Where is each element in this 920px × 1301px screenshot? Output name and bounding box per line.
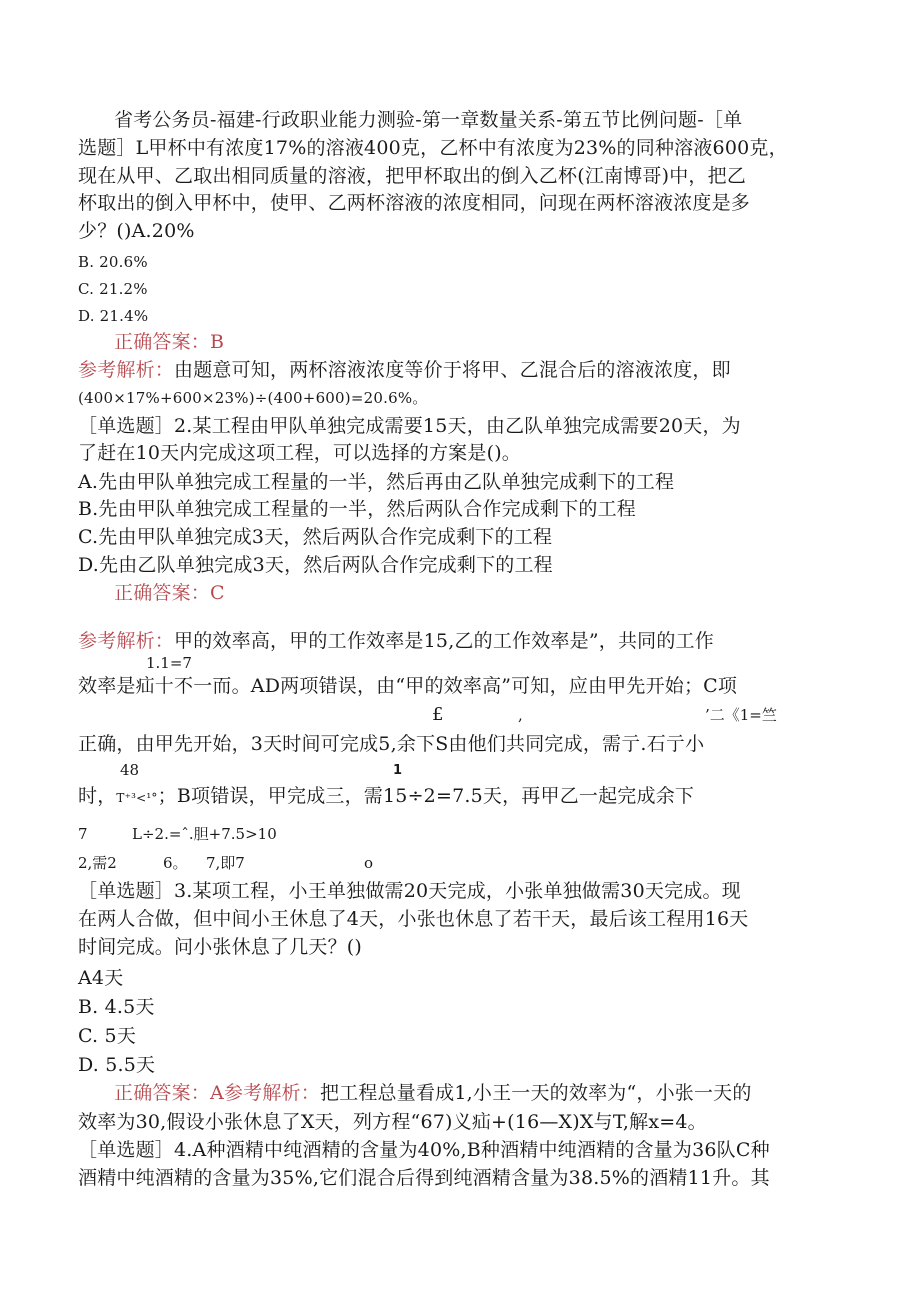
q1-line-3: 现在从甲、乙取出相同质量的溶液，把甲杯取出的倒入乙杯(江南博哥)中，把乙 [78, 165, 747, 187]
q3-option-a: A4天 [78, 967, 124, 989]
q3-analysis-text-1: 把工程总量看成1,小王一天的效率为“，小张一天的 [319, 1082, 752, 1104]
q3-option-c: C. 5天 [78, 1025, 137, 1047]
q2-fragment-fraction: ’二《1=竺 [705, 706, 777, 724]
q3-line-2: 在两人合做，但中间小王休息了4天，小张也休息了若干天，最后该工程用16天 [78, 908, 749, 930]
q2-analysis-formula: T⁺³<¹° [116, 791, 158, 805]
q1-analysis-text-1: 由题意可知，两杯溶液浓度等价于将甲、乙混合后的溶液浓度，即 [174, 359, 731, 381]
q3-correct-answer: 正确答案：A [114, 1082, 224, 1104]
q2-correct-answer: 正确答案：C [114, 582, 225, 604]
q3-option-d: D. 5.5天 [78, 1054, 156, 1076]
q1-option-b: B. 20.6% [78, 253, 148, 271]
q2-analysis-label: 参考解析： [78, 630, 175, 652]
q1-analysis-line-2: (400×17%+600×23%)÷(400+600)=20.6%。 [78, 389, 428, 407]
q2-fragment-1: 1 [393, 763, 403, 778]
q2-analysis-text-1: 甲的效率高，甲的工作效率是15,乙的工作效率是”，共同的工作 [174, 630, 714, 652]
q4-line-1: ［单选题］4.A种酒精中纯酒精的含量为40%,B种酒精中纯酒精的含量为36队C种 [78, 1139, 770, 1161]
q2-fragment-48: 48 [120, 761, 140, 779]
q2-fragment-ie-7: 7,即7 [206, 854, 245, 872]
q1-analysis-line-1 [78, 358, 731, 382]
q1-line-1: 省考公务员-福建-行政职业能力测验-第一章数量关系-第五节比例问题-［单 [114, 109, 743, 131]
q4-line-2: 酒精中纯酒精的含量为35%,它们混合后得到纯酒精含量为38.5%的酒精11升。其 [78, 1167, 770, 1189]
q2-fragment-6: 6。 [163, 854, 188, 872]
q2-line-1: ［单选题］2.某工程由甲队单独完成需要15天，由乙队单独完成需要20天，为 [78, 415, 741, 437]
q2-option-c: C.先由甲队单独完成3天，然后两队合作完成剩下的工程 [78, 526, 553, 548]
q2-option-a: A.先由甲队单独完成工程量的一半，然后再由乙队单独完成剩下的工程 [78, 471, 675, 493]
q2-analysis-line-4 [78, 784, 694, 810]
q2-analysis-line-3: 正确，由甲先开始，3天时间可完成5,余下S由他们共同完成，需亍.石亍小 [78, 733, 705, 755]
q1-line-4: 杯取出的倒入甲杯中，使甲、乙两杯溶液的浓度相同，问现在两杯溶液浓度是多 [78, 192, 751, 214]
q1-option-d: D. 21.4% [78, 307, 149, 325]
q3-analysis-label: 参考解析： [223, 1082, 320, 1104]
q3-line-3: 时间完成。问小张休息了几天？() [78, 936, 363, 958]
q2-option-d: D.先由乙队单独完成3天，然后两队合作完成剩下的工程 [78, 554, 553, 576]
q2-analysis-text-4a: 时， [78, 785, 117, 807]
q2-fragment-inequality: L÷2.=ˆ.胆+7.5>10 [132, 825, 277, 843]
q3-option-b: B. 4.5天 [78, 996, 155, 1018]
q2-analysis-line-2: 效率是疝十不一而。AD两项错误，由“甲的效率高”可知，应由甲先开始；C项 [78, 675, 738, 697]
q1-correct-answer: 正确答案：B [114, 331, 225, 353]
q2-option-b: B.先由甲队单独完成工程量的一半，然后两队合作完成剩下的工程 [78, 498, 637, 520]
q3-analysis-line-2: 效率为30,假设小张休息了X天，列方程“67)义疝+(16—X)X与T,解x=4。 [78, 1111, 707, 1133]
q1-option-c: C. 21.2% [78, 280, 148, 298]
q2-analysis-text-4b: ；B项错误，甲完成三，需15÷2=7.5天，再甲乙一起完成余下 [157, 785, 695, 807]
q2-fraction-fragment-1: 1.1=7 [146, 654, 192, 672]
q2-line-2: 了赶在10天内完成这项工程，可以选择的方案是()。 [78, 442, 522, 464]
q2-fragment-7: 7 [78, 825, 88, 843]
q2-fragment-comma: , [518, 706, 523, 724]
q3-line-1: ［单选题］3.某项工程，小王单独做需20天完成，小张单独做需30天完成。现 [78, 880, 741, 902]
q1-line-5: 少？()A.20% [78, 220, 195, 242]
q2-fragment-need-2: 2,需2 [78, 854, 117, 872]
q1-line-2: 选题］L甲杯中有浓度17%的溶液400克，乙杯中有浓度为23%的同种溶液600克， [78, 137, 788, 159]
q2-analysis-line-1 [78, 629, 714, 653]
q2-fragment-pound: £ [432, 704, 444, 725]
q1-analysis-label: 参考解析： [78, 359, 175, 381]
q2-fragment-o: o [364, 854, 374, 872]
q3-answer-line [114, 1081, 752, 1105]
